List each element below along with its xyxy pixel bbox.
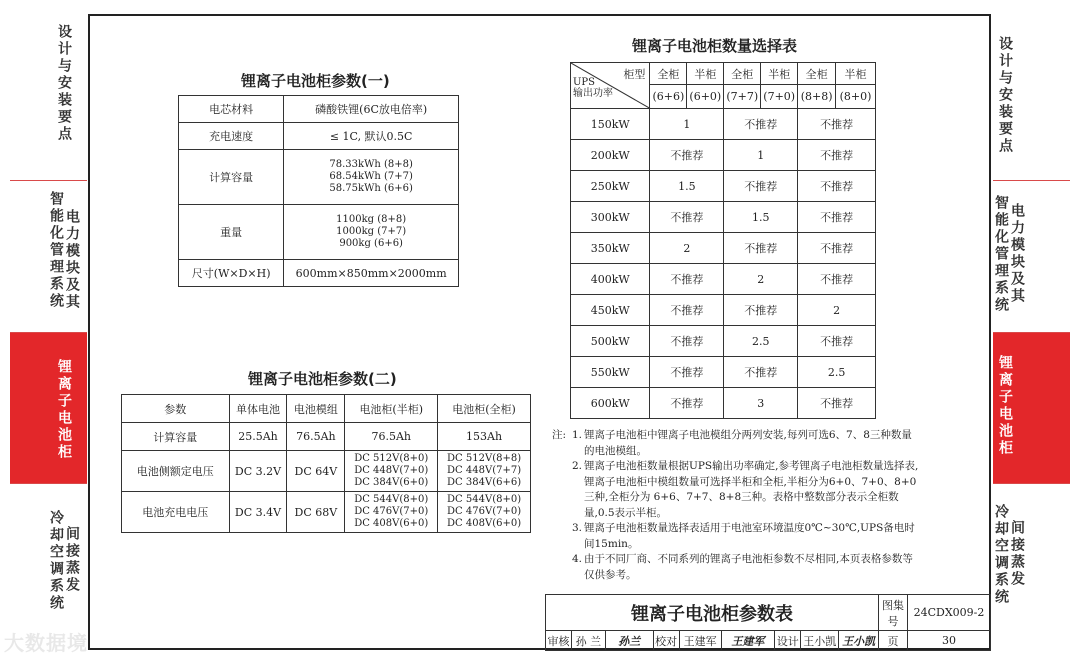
- params-table-2: [121, 394, 531, 533]
- design-label: 设计: [775, 631, 801, 651]
- table-row: [571, 202, 876, 233]
- table-row: [571, 326, 876, 357]
- table-cell: 2: [798, 295, 876, 326]
- note-item: [552, 552, 922, 583]
- table-row: [571, 357, 876, 388]
- table-row: [571, 109, 876, 140]
- review-label: 审核: [546, 631, 572, 651]
- tab-label: 间接蒸发: [1009, 520, 1025, 588]
- column-header: 全柜: [798, 63, 836, 85]
- tab-label: 电力模块及其: [1009, 203, 1025, 305]
- power-cell: 600kW: [571, 388, 650, 419]
- row-label: 计算容量: [179, 150, 284, 205]
- row-label: 电池充电电压: [122, 492, 230, 533]
- table-cell: 1: [650, 109, 724, 140]
- row-value: 磷酸铁锂(6C放电倍率): [284, 96, 459, 123]
- table-row: [179, 123, 459, 150]
- table-cell: 2: [724, 264, 798, 295]
- power-cell: 450kW: [571, 295, 650, 326]
- power-cell: 350kW: [571, 233, 650, 264]
- power-cell: 300kW: [571, 202, 650, 233]
- table-cell: 1: [724, 140, 798, 171]
- table-cell: 2: [650, 233, 724, 264]
- table-cell: 不推荐: [798, 140, 876, 171]
- tab-cooling[interactable]: [10, 484, 87, 638]
- table-cell: 不推荐: [798, 202, 876, 233]
- table-cell: 76.5Ah: [345, 423, 438, 451]
- tab-lithium-battery[interactable]: [10, 333, 87, 484]
- checker-name: 王建军: [679, 631, 721, 651]
- watermark-logo: 大数据境: [4, 631, 88, 655]
- value-line: 1100kg (8+8): [336, 214, 407, 225]
- atlas-label: 图集号: [879, 595, 908, 631]
- table-cell: DC 512V(8+8) DC 448V(7+7) DC 384V(6+6): [438, 451, 531, 492]
- column-config: (8+0): [836, 85, 876, 109]
- table-cell: 不推荐: [650, 202, 724, 233]
- table2-title: 锂离子电池柜参数(二): [248, 370, 397, 388]
- value-line: 78.33kWh (8+8): [329, 159, 413, 170]
- table-cell: 不推荐: [798, 109, 876, 140]
- row-label: 电池侧额定电压: [122, 451, 230, 492]
- table-row: [571, 295, 876, 326]
- table-cell: 不推荐: [798, 233, 876, 264]
- tab-label: 设计与安装要点: [997, 36, 1013, 155]
- value-line: 900kg (6+6): [339, 238, 403, 249]
- column-header: 电池柜(半柜): [345, 395, 438, 423]
- row-value: [284, 150, 459, 205]
- table-cell: 不推荐: [650, 357, 724, 388]
- note-item: [552, 459, 922, 521]
- power-cell: 550kW: [571, 357, 650, 388]
- selection-table: [570, 62, 876, 419]
- column-header: 全柜: [724, 63, 761, 85]
- table-cell: 1.5: [724, 202, 798, 233]
- table-cell: 不推荐: [798, 326, 876, 357]
- table-row: [179, 150, 459, 205]
- table-header-row: [122, 395, 531, 423]
- page-number: 30: [907, 631, 990, 651]
- note-text: 锂离子电池柜中锂离子电池模组分两列安装,每列可选6、7、8三种数量的电池模组。: [584, 429, 912, 457]
- table-cell: DC 512V(8+0) DC 448V(7+0) DC 384V(6+0): [345, 451, 438, 492]
- checker-signature: 王建军: [721, 631, 775, 651]
- column-header: 参数: [122, 395, 230, 423]
- title-row: [546, 595, 991, 631]
- row-label: 尺寸(W×D×H): [179, 260, 284, 287]
- table-row: [571, 140, 876, 171]
- notes-label: 注:: [552, 429, 567, 441]
- column-config: (6+0): [687, 85, 724, 109]
- note-text: 锂离子电池柜数量选择表适用于电池室环境温度0℃~30℃,UPS备电时间15min。: [584, 522, 915, 550]
- table-cell: 3: [724, 388, 798, 419]
- tab-lithium-battery[interactable]: [993, 333, 1070, 484]
- right-sidebar: [993, 14, 1070, 638]
- tab-label: 冷却空调系统: [993, 504, 1009, 606]
- tab-label: 冷却空调系统: [48, 510, 64, 612]
- table-row: [571, 264, 876, 295]
- check-label: 校对: [653, 631, 679, 651]
- table-cell: 不推荐: [650, 140, 724, 171]
- power-cell: 200kW: [571, 140, 650, 171]
- row-label: 电芯材料: [179, 96, 284, 123]
- table-cell: 1.5: [650, 171, 724, 202]
- table1-title: 锂离子电池柜参数(一): [241, 72, 390, 90]
- left-sidebar: [10, 14, 87, 638]
- title-block: [545, 594, 991, 651]
- table-cell: 不推荐: [798, 388, 876, 419]
- table-cell: DC 68V: [287, 492, 345, 533]
- notes: [552, 428, 922, 583]
- note-text: 锂离子电池柜数量根据UPS输出功率确定,参考锂离子电池柜数量选择表,锂离子电池柜中模组数量可选择半柜和全柜,半柜分为6+0、7+0、8+0三种,全柜分为 6+6、7+7、8+8三种。表格中整数部分表示全柜数量,0.5表示半柜。: [584, 460, 919, 519]
- table-cell: 2.5: [798, 357, 876, 388]
- row-value: ≤ 1C, 默认0.5C: [284, 123, 459, 150]
- table-cell: 76.5Ah: [287, 423, 345, 451]
- table-cell: 不推荐: [650, 264, 724, 295]
- tab-design-installation[interactable]: [10, 14, 87, 181]
- row-label: 重量: [179, 205, 284, 260]
- column-header: 电池模组: [287, 395, 345, 423]
- tab-label: 电力模块及其: [64, 209, 80, 311]
- table-row: [571, 233, 876, 264]
- table-row: [179, 260, 459, 287]
- corner-header: [571, 63, 650, 109]
- table-cell: 2.5: [724, 326, 798, 357]
- table-cell: 不推荐: [724, 109, 798, 140]
- table-cell: DC 3.2V: [229, 451, 287, 492]
- atlas-number: 24CDX009-2: [907, 595, 990, 631]
- column-header: 半柜: [687, 63, 724, 85]
- designer-signature: 王小凯: [839, 631, 879, 651]
- reviewer-name: 孙 兰: [571, 631, 605, 651]
- row-label: 充电速度: [179, 123, 284, 150]
- column-header: 半柜: [761, 63, 798, 85]
- note-number: 1.: [572, 429, 583, 441]
- power-cell: 400kW: [571, 264, 650, 295]
- column-config: (6+6): [650, 85, 687, 109]
- table-cell: 不推荐: [724, 295, 798, 326]
- table-cell: 153Ah: [438, 423, 531, 451]
- table-row: [571, 171, 876, 202]
- table-cell: 不推荐: [724, 171, 798, 202]
- table-cell: 不推荐: [650, 295, 724, 326]
- table-cell: 不推荐: [650, 326, 724, 357]
- tab-power-module[interactable]: [993, 181, 1070, 333]
- designer-name: 王小凯: [801, 631, 839, 651]
- power-cell: 150kW: [571, 109, 650, 140]
- table-cell: DC 64V: [287, 451, 345, 492]
- table-cell: 不推荐: [650, 388, 724, 419]
- value-line: 1000kg (7+7): [336, 226, 407, 237]
- column-config: (7+0): [761, 85, 798, 109]
- column-config: (8+8): [798, 85, 836, 109]
- corner-bottom-label: UPS 输出功率: [573, 77, 613, 99]
- row-value: [284, 205, 459, 260]
- note-number: 4.: [572, 553, 583, 565]
- value-line: 58.75kWh (6+6): [329, 183, 413, 194]
- tab-cooling[interactable]: [993, 484, 1070, 638]
- power-cell: 500kW: [571, 326, 650, 357]
- page-label: 页: [879, 631, 908, 651]
- table-cell: 不推荐: [798, 171, 876, 202]
- table-cell: DC 3.4V: [229, 492, 287, 533]
- tab-label: 智能化管理系统: [48, 191, 64, 310]
- signature-row: [546, 631, 991, 651]
- table-row: [179, 96, 459, 123]
- column-config: (7+7): [724, 85, 761, 109]
- table-row: [122, 492, 531, 533]
- tab-power-module[interactable]: [10, 181, 87, 333]
- column-header: 单体电池: [229, 395, 287, 423]
- table-cell: 不推荐: [724, 233, 798, 264]
- column-header: 半柜: [836, 63, 876, 85]
- column-header: 全柜: [650, 63, 687, 85]
- tab-label: 锂离子电池柜: [56, 359, 72, 461]
- note-number: 2.: [572, 460, 583, 472]
- tab-label: 设计与安装要点: [56, 24, 72, 143]
- note-item: [552, 521, 922, 552]
- table-cell: 不推荐: [798, 264, 876, 295]
- sheet-title: 锂离子电池柜参数表: [546, 595, 879, 631]
- tab-label: 锂离子电池柜: [997, 355, 1013, 457]
- table-row: [179, 205, 459, 260]
- table-row: [122, 451, 531, 492]
- table3-title: 锂离子电池柜数量选择表: [632, 37, 798, 55]
- table-row: [571, 388, 876, 419]
- value-line: 68.54kWh (7+7): [329, 171, 413, 182]
- column-header: 电池柜(全柜): [438, 395, 531, 423]
- power-cell: 250kW: [571, 171, 650, 202]
- tab-label: 智能化管理系统: [993, 195, 1009, 314]
- table-cell: 不推荐: [724, 357, 798, 388]
- table-header-row: [571, 63, 876, 85]
- row-value: 600mm×850mm×2000mm: [284, 260, 459, 287]
- tab-label: 间接蒸发: [64, 526, 80, 594]
- params-table-1: [178, 95, 459, 287]
- table-cell: DC 544V(8+0) DC 476V(7+0) DC 408V(6+0): [345, 492, 438, 533]
- table-cell: DC 544V(8+0) DC 476V(7+0) DC 408V(6+0): [438, 492, 531, 533]
- corner-top-label: 柜型: [623, 68, 646, 81]
- note-text: 由于不同厂商、不同系列的锂离子电池柜参数不尽相同,本页表格参数等仅供参考。: [584, 553, 913, 581]
- row-label: 计算容量: [122, 423, 230, 451]
- table-cell: 25.5Ah: [229, 423, 287, 451]
- note-item: [552, 428, 922, 459]
- table-row: [122, 423, 531, 451]
- reviewer-signature: 孙兰: [605, 631, 653, 651]
- tab-design-installation[interactable]: [993, 14, 1070, 181]
- note-number: 3.: [572, 522, 583, 534]
